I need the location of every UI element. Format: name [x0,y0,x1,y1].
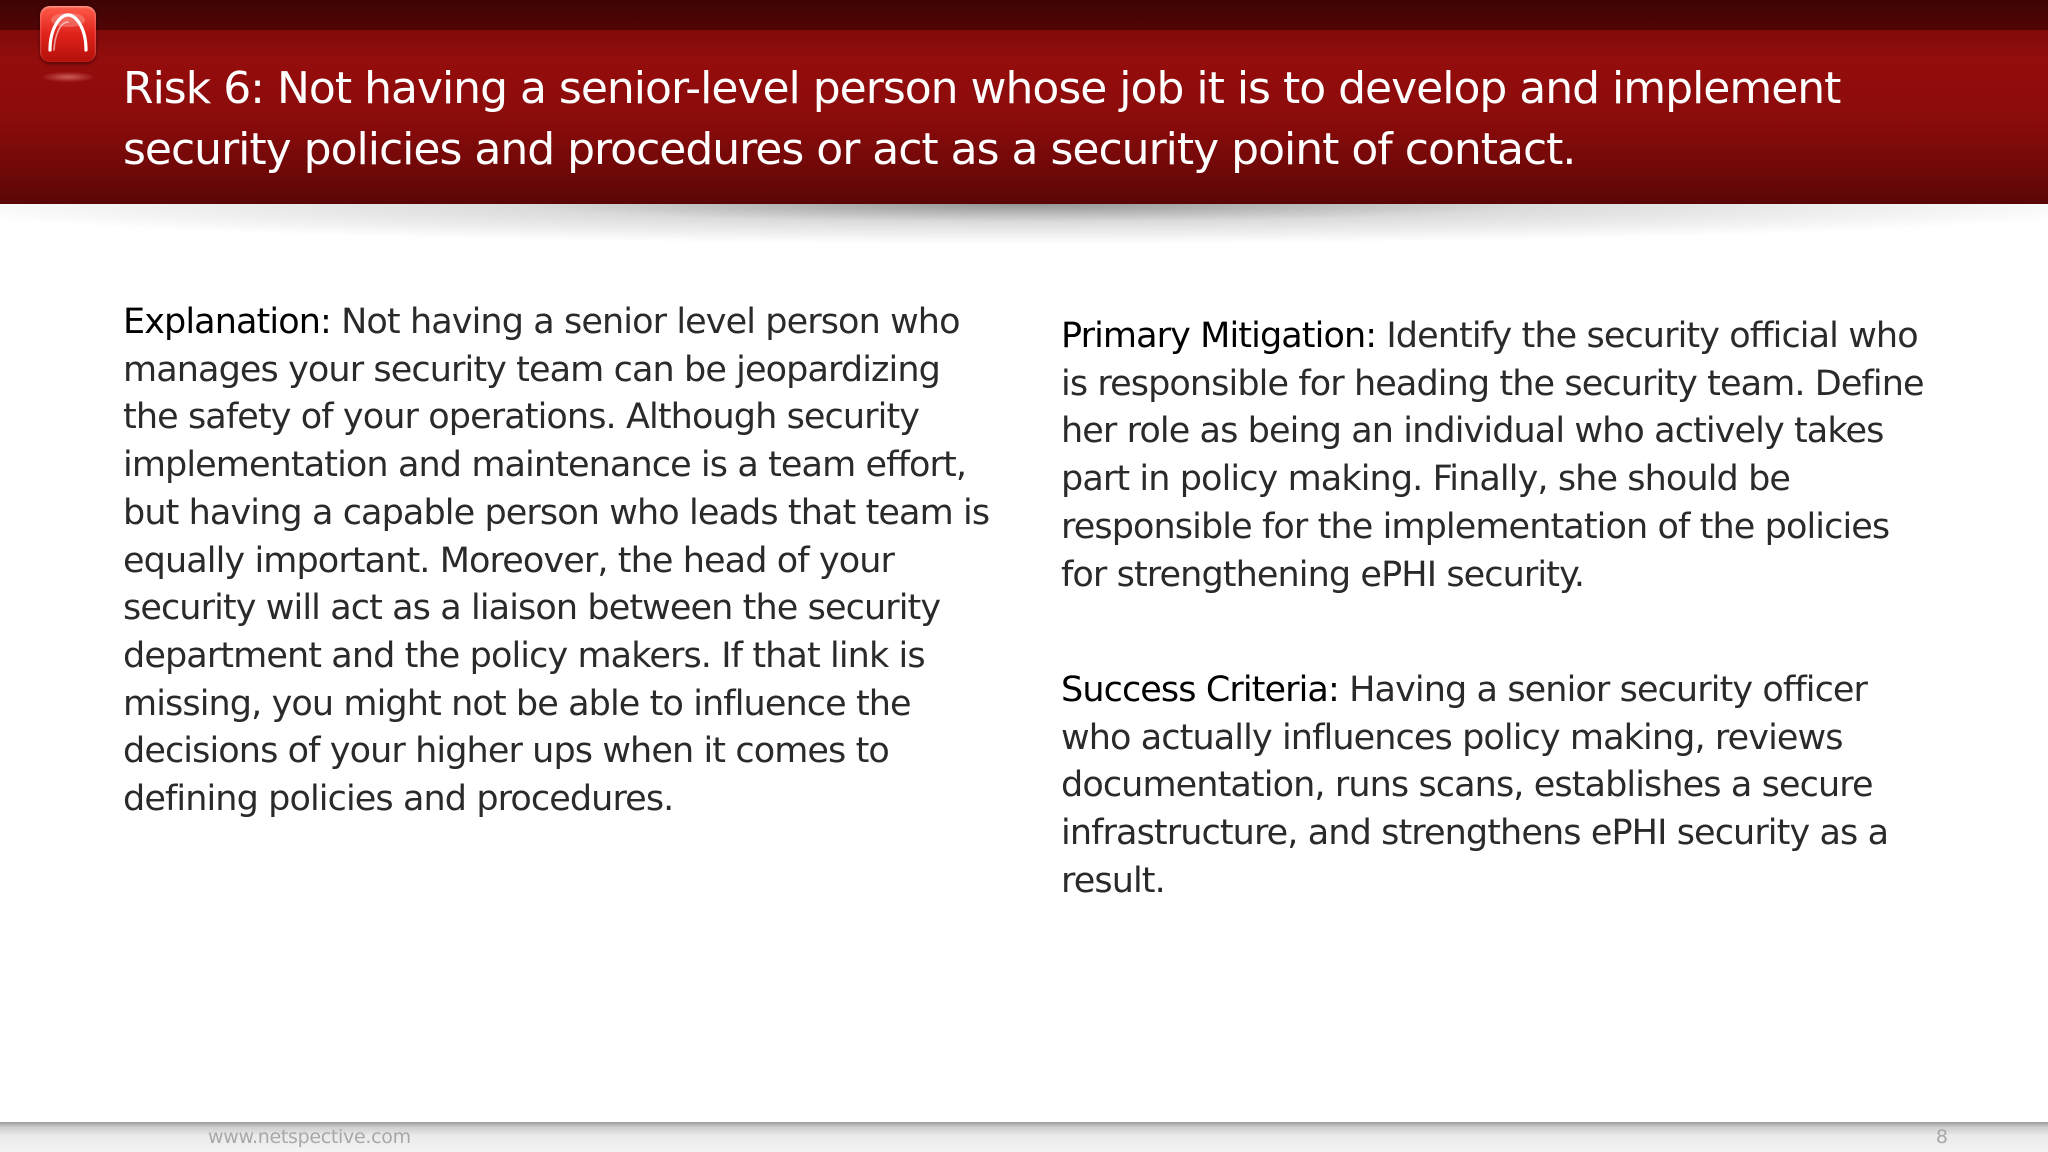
slide-title [123,58,2003,180]
explanation-line: but having a capable person who leads that team is [123,492,990,533]
success-criteria-text: Having a senior security officer [1338,670,1868,710]
logo-reflection [42,72,94,82]
explanation-line: missing, you might not be able to influence the [123,683,911,724]
primary-mitigation-line: for strengthening ePHI security. [1061,554,1585,595]
page-number: 8 [1935,1126,1948,1148]
netspective-logo-icon [40,6,96,62]
primary-mitigation-paragraph [1061,313,2001,599]
explanation-line: department and the policy makers. If that link is [123,635,925,676]
primary-mitigation-line: is responsible for heading the security team. Define [1061,363,1924,404]
primary-mitigation-label: Primary Mitigation: [1061,316,1377,356]
explanation-line: manages your security team can be jeopardizing [123,349,940,390]
logo-arch-icon [40,6,96,62]
primary-mitigation-line: responsible for the implementation of the policies [1061,506,1890,547]
title-banner [0,0,2048,204]
success-criteria-paragraph [1061,667,2001,906]
primary-mitigation-line: her role as being an individual who actively takes [1061,411,1884,452]
slide-title-line-1: Risk 6: Not having a senior-level person whose job it is to develop and implement [123,63,1841,114]
footer-url: www.netspective.com [208,1126,411,1148]
explanation-text: Not having a senior level person who [330,302,960,342]
success-criteria-line: result. [1061,860,1165,901]
slide-title-line-2: security policies and procedures or act as a security point of contact. [123,124,1576,175]
title-banner-top-band [0,0,2048,30]
explanation-line: defining policies and procedures. [123,779,674,820]
explanation-line: implementation and maintenance is a team effort, [123,445,967,486]
explanation-line: security will act as a liaison between the security [123,588,941,629]
success-criteria-line: who actually influences policy making, reviews [1061,717,1843,758]
title-banner-shadow [0,204,2048,244]
primary-mitigation-text: Identify the security official who [1376,316,1918,356]
success-criteria-line: infrastructure, and strengthens ePHI security as a [1061,813,1889,854]
explanation-line [123,299,1003,347]
explanation-label: Explanation: [123,302,331,342]
primary-mitigation-line [1061,313,2001,361]
explanation-line: equally important. Moreover, the head of your [123,540,895,581]
success-criteria-label: Success Criteria: [1061,670,1339,710]
success-criteria-line: documentation, runs scans, establishes a secure [1061,765,1873,806]
success-criteria-line [1061,667,2001,715]
primary-mitigation-line: part in policy making. Finally, she should be [1061,459,1791,500]
explanation-line: the safety of your operations. Although security [123,397,920,438]
explanation-line: decisions of your higher ups when it comes to [123,731,889,772]
explanation-paragraph [123,299,1003,824]
